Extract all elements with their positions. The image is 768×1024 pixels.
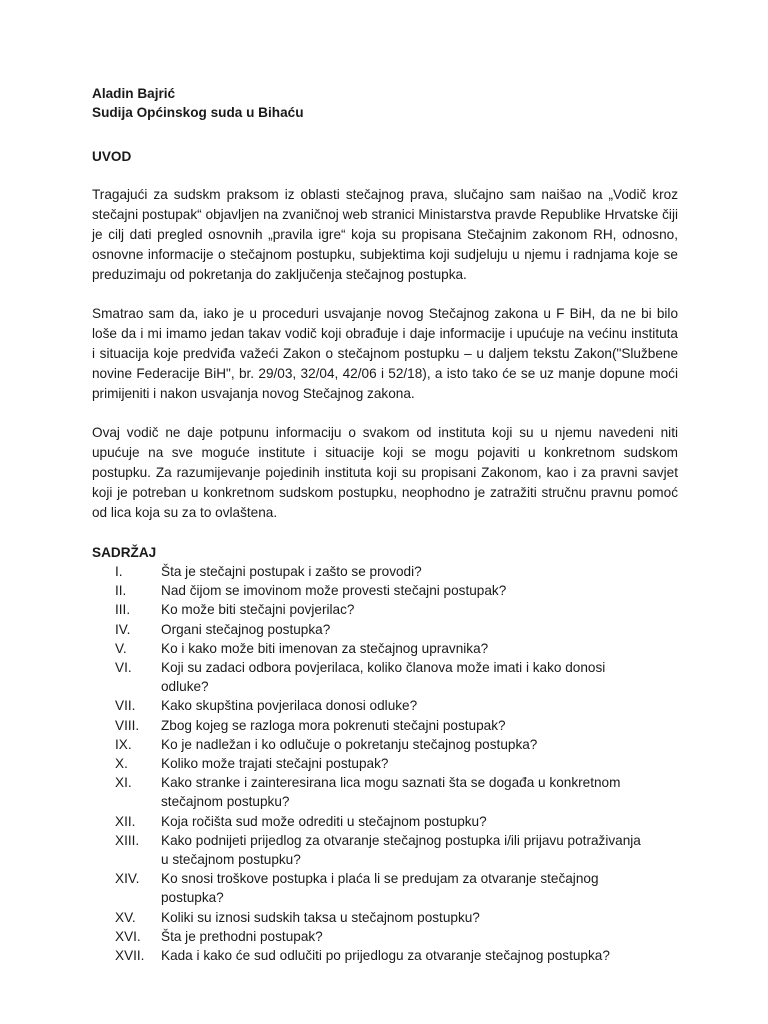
toc-number: XIV. [115, 871, 140, 887]
toc-text: Koji su zadaci odbora povjerilaca, koliko članova može imati i kako donosi odluke? [161, 660, 606, 695]
toc-number: XI. [115, 775, 132, 791]
toc-text: Koliki su iznosi sudskih taksa u stečajnom postupku? [161, 909, 480, 925]
toc-item [92, 658, 678, 696]
toc-text: Ko može biti stečajni povjerilac? [161, 602, 355, 618]
toc-text: Koliko može trajati stečajni postupak? [161, 756, 389, 772]
toc-text: Šta je stečajni postupak i zašto se provodi? [161, 564, 422, 579]
toc-item [92, 639, 678, 658]
toc-number: VIII. [115, 717, 140, 733]
table-of-contents [92, 562, 678, 965]
toc-number: XIII. [115, 832, 140, 848]
toc-item [92, 908, 678, 927]
toc-text: Kada i kako će sud odlučiti po prijedlogu za otvaranje stečajnog postupka? [161, 948, 610, 964]
intro-paragraph-2: Smatrao sam da, iako je u proceduri usvajanje novog Stečajnog zakona u F BiH, da ne bi bilo loše da i mi imamo jedan takav vodič koji obrađuje i daje informacije i upućuje na većinu instituta i situacija koje predviđa važeći Zakon o stečajnom postupku – u daljem tekstu Zakon("Službene novine Federacije BiH", br. 29/03, 32/04, 42/06 i 52/18), a isto tako će se uz manje dopune moći primijeniti i nakon usvajanja novog Stečajnog zakona. [92, 306, 678, 401]
toc-text: Organi stečajnog postupka? [161, 621, 331, 637]
contents-heading: SADRŽAJ [92, 545, 157, 560]
toc-item [92, 562, 678, 581]
toc-item [92, 716, 678, 735]
toc-item [92, 812, 678, 831]
intro-paragraph-1: Tragajući za sudskm praksom iz oblasti stečajnog prava, slučajno sam naišao na „Vodič kroz stečajni postupak“ objavljen na zvaničnoj web stranici Ministarstva pravde Republike Hrvatske čiji je cilj dati pregled osnovnih „pravila igre“ koja su propisana Stečajnim zakonom RH, odnosno, osnovne informacije o stečajnom postupku, subjektima koji sudjeluju u njemu i radnjama koje se preduzimaju od pokretanja do zaključenja stečajnog postupka. [92, 187, 678, 282]
toc-item [92, 831, 678, 869]
toc-number: II. [115, 583, 127, 599]
toc-item [92, 696, 678, 715]
toc-text: Kako skupština povjerilaca donosi odluke? [161, 698, 418, 714]
toc-text: Koja ročišta sud može odrediti u stečajnom postupku? [161, 813, 487, 829]
toc-item [92, 773, 678, 811]
toc-text: Kako stranke i zainteresirana lica mogu saznati šta se događa u konkretnom stečajnom postupku? [161, 775, 621, 810]
toc-text: Zbog kojeg se razloga mora pokrenuti stečajni postupak? [161, 717, 506, 733]
toc-text: Ko i kako može biti imenovan za stečajnog upravnika? [161, 640, 489, 656]
toc-text: Kako podnijeti prijedlog za otvaranje stečajnog postupka i/ili prijavu potraživanja u stečajnom postupku? [161, 832, 641, 868]
toc-number: V. [115, 640, 127, 656]
toc-item [92, 620, 678, 639]
toc-number: XVI. [115, 928, 141, 944]
toc-number: I. [115, 564, 123, 579]
author-role: Sudija Općinskog suda u Bihaću [92, 105, 304, 120]
toc-text: Ko snosi troškove postupka i plaća li se predujam za otvaranje stečajnog postupka? [161, 871, 599, 906]
intro-paragraph-3: Ovaj vodič ne daje potpunu informaciju o svakom od instituta koji su u njemu navedeni niti upućuje na sve moguće institute i situacije koji se mogu pojaviti u konkretnom sudskom postupku. Za razumijevanje pojedinih instituta koji su propisani Zakonom, kao i za pravni savjet koji je potreban u konkretnom sudskom postupku, neophodno je zatražiti stručnu pravnu pomoć od lica koja su za to ovlaštena. [92, 425, 678, 520]
toc-text: Nad čijom se imovinom može provesti stečajni postupak? [161, 583, 507, 599]
toc-item [92, 600, 678, 619]
toc-text: Šta je prethodni postupak? [161, 928, 323, 944]
toc-number: III. [115, 602, 131, 618]
toc-number: XVII. [115, 948, 145, 964]
toc-item [92, 754, 678, 773]
toc-number: IX. [115, 736, 132, 752]
toc-number: IV. [115, 621, 131, 637]
toc-number: XV. [115, 909, 136, 925]
toc-item [92, 946, 678, 965]
toc-number: XII. [115, 813, 136, 829]
toc-item [92, 927, 678, 946]
document-page [92, 84, 678, 965]
toc-item [92, 869, 678, 907]
toc-number: VI. [115, 660, 132, 676]
toc-number: X. [115, 756, 128, 772]
toc-text: Ko je nadležan i ko odlučuje o pokretanju stečajnog postupka? [161, 736, 538, 752]
toc-item [92, 735, 678, 754]
toc-item [92, 581, 678, 600]
intro-heading: UVOD [92, 149, 132, 164]
toc-number: VII. [115, 698, 136, 714]
author-name: Aladin Bajrić [92, 86, 176, 101]
